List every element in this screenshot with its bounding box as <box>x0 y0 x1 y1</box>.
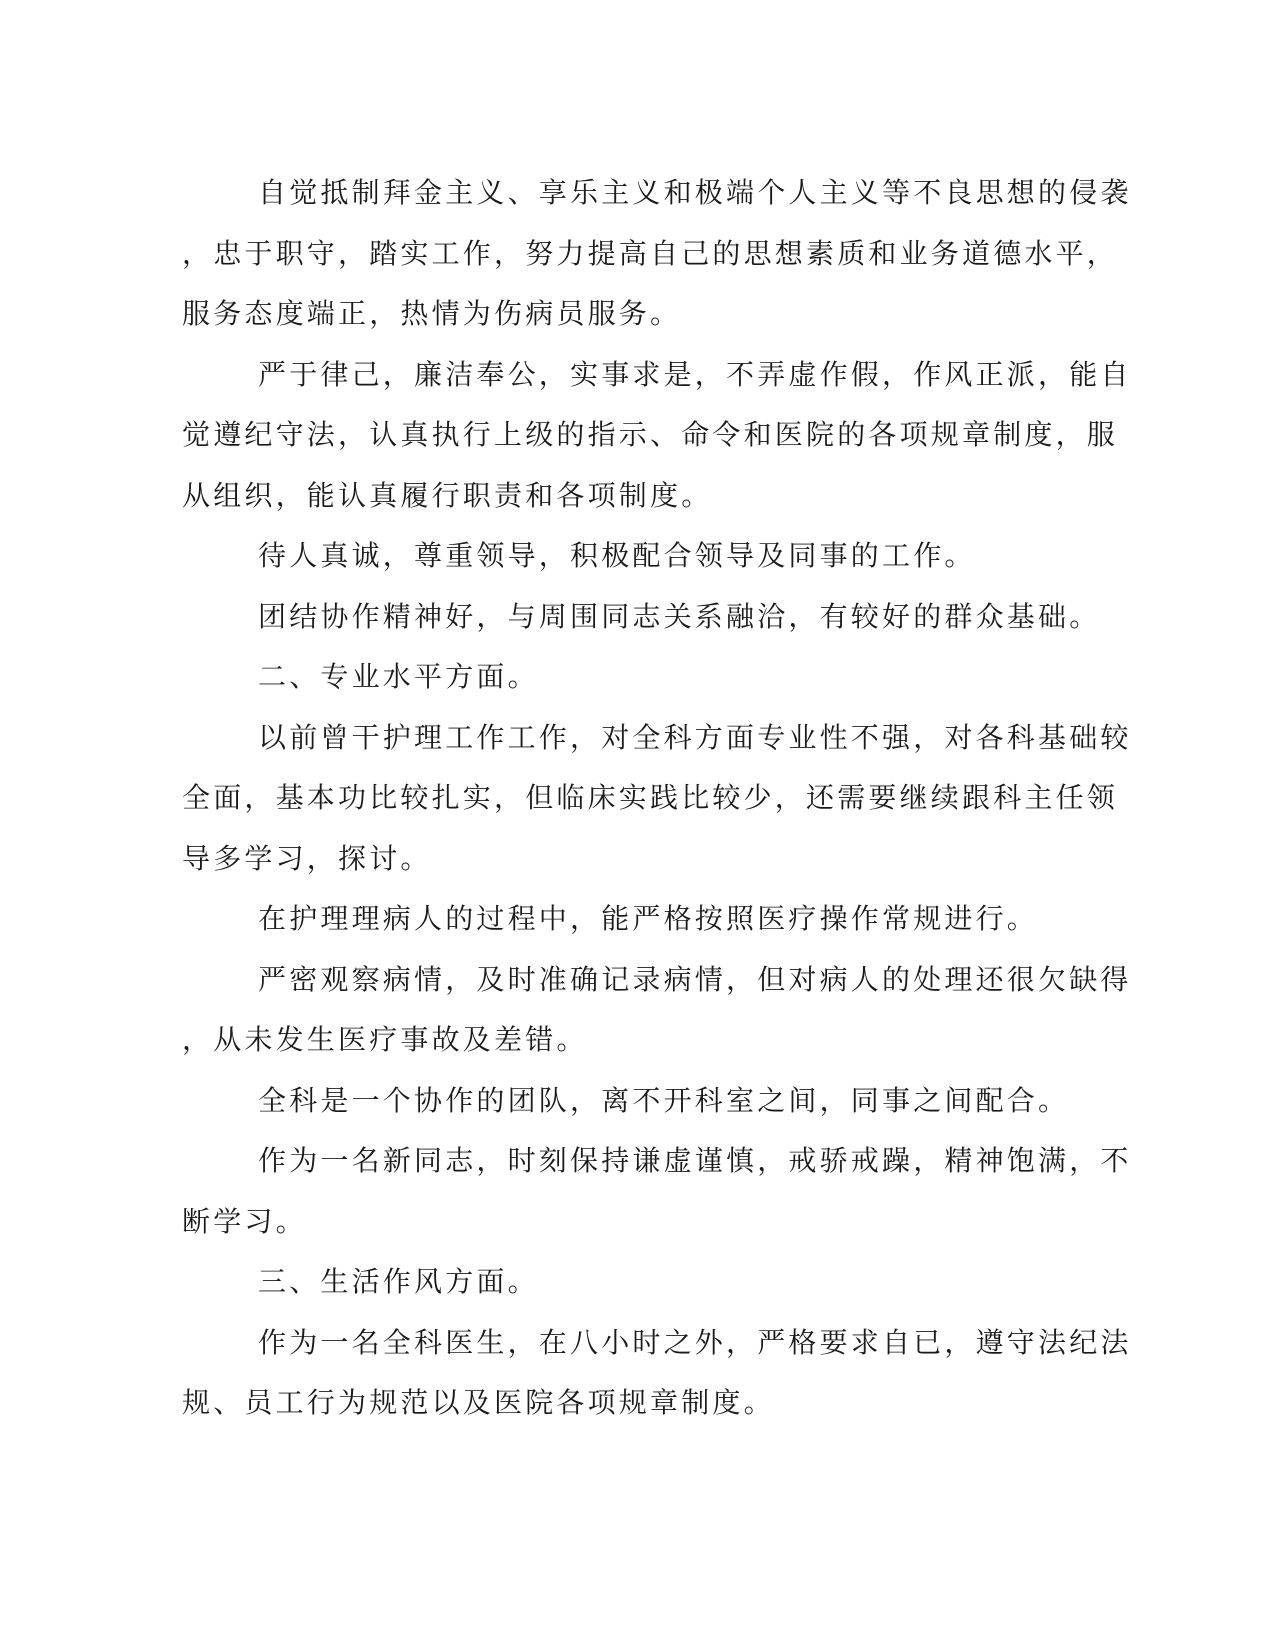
text-line: ，忠于职守，踏实工作，努力提高自己的思想素质和业务道德水平， <box>182 236 1119 270</box>
paragraph <box>182 526 1062 587</box>
text-line: 全面，基本功比较扎实，但临床实践比较少，还需要继续跟科主任领 <box>182 781 1119 814</box>
paragraph <box>182 345 1132 527</box>
text-line: 严于律己，廉洁奉公，实事求是，不弄虚作假，作风正派，能自 <box>258 357 1132 391</box>
section-heading <box>182 647 1062 708</box>
paragraph <box>182 708 1132 890</box>
text-line: ，从未发生医疗事故及差错。 <box>182 1023 588 1056</box>
text-line: 自觉抵制拜金主义、享乐主义和极端个人主义等不良思想的侵袭 <box>258 176 1132 209</box>
text-line: 服务态度端正，热情为伤病员服务。 <box>182 297 682 330</box>
text-line: 从组织，能认真履行职责和各项制度。 <box>182 478 713 512</box>
text-line: 团结协作精神好，与周围同志关系融洽，有较好的群众基础。 <box>258 599 1101 633</box>
document-body <box>182 163 1132 1434</box>
text-line: 待人真诚，尊重领导，积极配合领导及同事的工作。 <box>258 539 976 572</box>
text-line: 严密观察病情，及时准确记录病情，但对病人的处理还很欠缺得 <box>258 962 1132 996</box>
text-line: 在护理理病人的过程中，能严格按照医疗操作常规进行。 <box>258 902 1039 935</box>
paragraph <box>182 1313 1132 1434</box>
text-line: 觉遵纪守法，认真执行上级的指示、命令和医院的各项规章制度，服 <box>182 418 1119 451</box>
text-line: 全科是一个协作的团队，离不开科室之间，同事之间配合。 <box>258 1083 1070 1117</box>
paragraph <box>182 889 1062 950</box>
paragraph <box>182 587 1101 648</box>
text-line: 作为一名全科医生，在八小时之外，严格要求自已，遵守法纪法 <box>258 1325 1132 1359</box>
paragraph <box>182 1131 1132 1252</box>
text-line: 二、专业水平方面。 <box>258 660 539 693</box>
text-line: 断学习。 <box>182 1204 307 1238</box>
section-heading <box>182 1252 1062 1313</box>
text-line: 以前曾干护理工作工作，对全科方面专业性不强，对各科基础较 <box>258 720 1132 754</box>
paragraph <box>182 1071 1070 1132</box>
text-line: 规、员工行为规范以及医院各项规章制度。 <box>182 1386 775 1419</box>
paragraph <box>182 163 1132 345</box>
text-line: 作为一名新同志，时刻保持谦虚谨慎，戒骄戒躁，精神饱满，不 <box>258 1144 1132 1177</box>
paragraph <box>182 950 1132 1071</box>
text-line: 导多学习，探讨。 <box>182 841 432 875</box>
text-line: 三、生活作风方面。 <box>258 1265 539 1298</box>
